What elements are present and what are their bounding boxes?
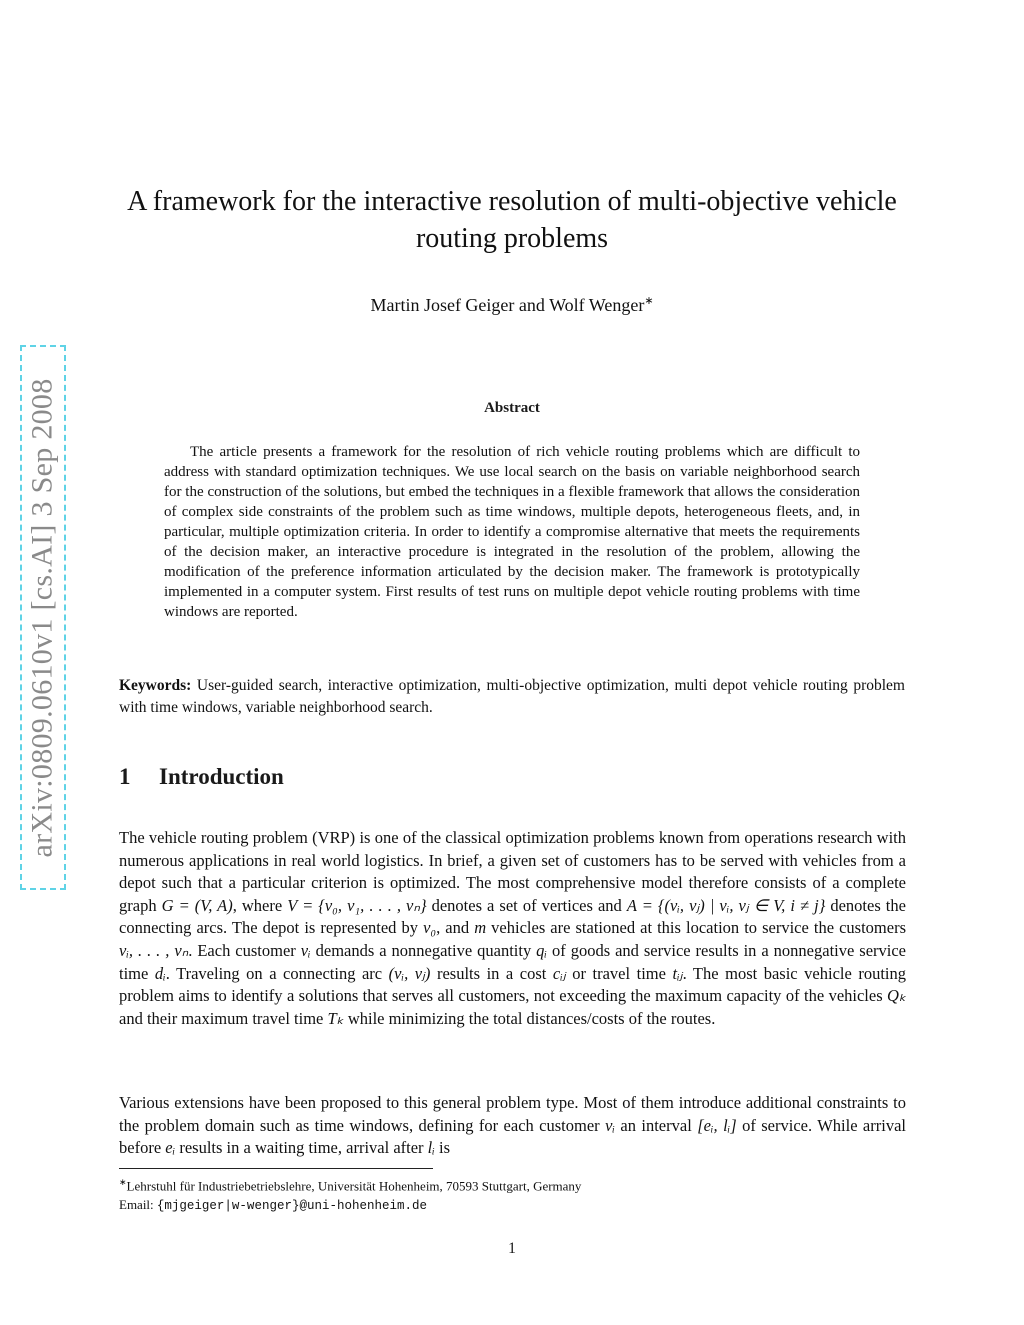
text-run: Various extensions have been proposed to this general problem type. Most of them introduce additional constraints to the problem domain such as time windows, defining for each customer [119, 1093, 906, 1135]
math-expression: qᵢ [536, 940, 548, 960]
abstract-text: The article presents a framework for the resolution of rich vehicle routing problems which are difficult to address with standard optimization techniques. We use local search on the basis on variable neighborhood search for the construction of the solutions, but embed the techniques in a flexible framework that allows the consideration of complex side constraints of the problem such as time windows, multiple depots, heterogeneous fleets, and, in particular, multiple optimization criteria. In order to identify a compromise alternative that meets the requirements of the decision maker, an interactive procedure is integrated in the resolution of the problem, allowing the modification of the preference information articulated by the decision maker. The framework is prototypically implemented in a computer system. First results of test runs on multiple depot vehicle routing problems with time windows are reported. [164, 444, 860, 620]
arxiv-identifier: arXiv:0809.0610v1 [cs.AI] 3 Sep 2008 [26, 377, 60, 858]
intro-paragraph-1 [119, 827, 906, 1030]
keywords-text: User-guided search, interactive optimization, multi-objective optimization, multi depot vehicle routing problem with time windows, variable neighborhood search. [119, 677, 905, 716]
page-number: 1 [508, 1240, 516, 1257]
math-expression: vᵢ [300, 940, 311, 960]
math-expression: eᵢ [165, 1138, 176, 1158]
text-run: The vehicle routing problem (VRP) is one of the classical optimization problems known from operations research with numerous applications in real world logistics. In brief, a given set of customers has to be served with vehicles from a depot such that a particular criterion is optimized. The most comprehensive model therefore consists of a complete graph [119, 828, 906, 915]
text-run: , where [232, 895, 288, 915]
math-expression: cᵢⱼ [552, 963, 566, 983]
footnote-email-line [119, 1195, 906, 1216]
text-run: , and [436, 918, 475, 938]
footnote-mark: ∗ [119, 1177, 127, 1187]
text-run: vehicles are stationed at this location to service the customers [486, 918, 907, 938]
section-number: 1 [119, 764, 131, 789]
math-expression: vᵢ, . . . , vₙ [119, 940, 189, 960]
text-run: results in a cost [430, 963, 553, 983]
email-label: Email: [119, 1197, 157, 1213]
math-expression: lᵢ [427, 1138, 435, 1158]
section-heading [119, 764, 284, 790]
author-footnote-mark: ∗ [644, 295, 654, 307]
footnote-affiliation: Lehrstuhl für Industriebetriebslehre, Universität Hohenheim, 70593 Stuttgart, Germany [126, 1178, 582, 1194]
email-address[interactable]: {mjgeiger|w-wenger}@uni-hohenheim.de [156, 1199, 427, 1214]
math-expression: A = {(vᵢ, vⱼ) | vᵢ, vⱼ ∈ V, i ≠ j} [626, 895, 826, 915]
paper-title: A framework for the interactive resolution of multi-objective vehicle routing problems [127, 186, 897, 254]
abstract-heading: Abstract [484, 400, 540, 416]
text-run: and their maximum travel time [119, 1008, 328, 1028]
math-expression: m [474, 918, 487, 938]
text-run: . Each customer [188, 940, 301, 960]
math-expression: tᵢⱼ [672, 963, 683, 983]
math-expression: dᵢ [154, 963, 166, 983]
text-run: of service. While arrival before [119, 1115, 906, 1158]
arxiv-stamp [20, 345, 66, 890]
footnote [119, 1173, 906, 1216]
math-expression: v₀ [423, 918, 437, 938]
math-expression: V = {v₀, v₁, . . . , vₙ} [287, 895, 427, 915]
text-run: while minimizing the total distances/costs of the routes. [343, 1008, 716, 1028]
section-title: Introduction [159, 764, 284, 789]
text-run: of goods and service results in a nonnegative service time [119, 940, 906, 983]
intro-paragraph-2 [119, 1092, 906, 1160]
text-run: demands a nonnegative quantity [310, 940, 537, 960]
keywords-label: Keywords: [119, 677, 192, 694]
math-expression: vᵢ [605, 1115, 615, 1135]
keywords [119, 675, 905, 719]
footnote-affiliation-line [119, 1173, 906, 1195]
text-run: . The most basic vehicle routing problem aims to identify a solutions that serves all customers, not exceeding the maximum capacity of the vehicles [119, 963, 906, 1006]
text-run: results in a waiting time, arrival after [175, 1138, 428, 1158]
text-run: is [434, 1138, 451, 1158]
math-expression: [eᵢ, lᵢ] [697, 1115, 737, 1135]
math-expression: Tₖ [327, 1008, 344, 1028]
text-run: . Traveling on a connecting arc [165, 963, 389, 983]
author-line [110, 294, 914, 316]
math-expression: G = (V, A) [161, 895, 233, 915]
text-run: denotes the connecting arcs. The depot is represented by [119, 895, 906, 938]
math-expression: (vᵢ, vⱼ) [388, 963, 431, 983]
math-expression: Qₖ [887, 986, 906, 1006]
footnote-divider [119, 1168, 433, 1169]
text-run: an interval [615, 1115, 698, 1135]
text-run: denotes a set of vertices and [426, 895, 627, 915]
text-run: or travel time [565, 963, 673, 983]
authors: Martin Josef Geiger and Wolf Wenger [370, 295, 645, 315]
